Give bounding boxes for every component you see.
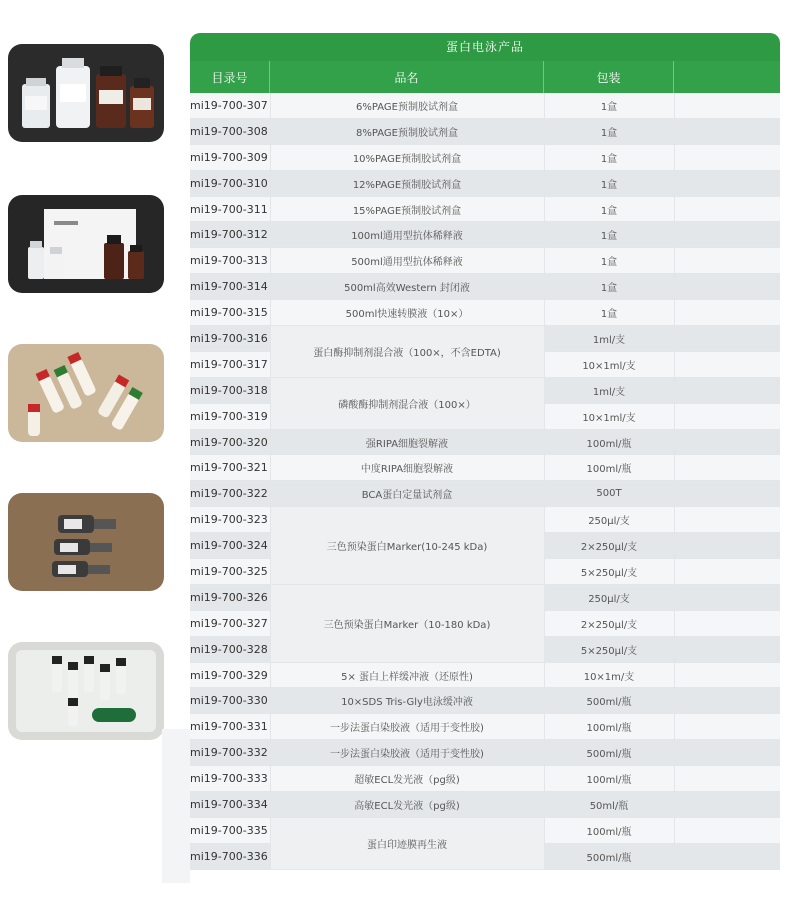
table-row (190, 766, 780, 792)
catalog-number-cell: mi19-700-311 (190, 196, 270, 222)
product-name-cell: 500ml通用型抗体稀释液 (270, 248, 544, 274)
catalog-number-cell: mi19-700-317 (190, 351, 270, 377)
package-cell: 1盒 (544, 144, 674, 170)
package-cell: 100ml/瓶 (544, 766, 674, 792)
product-name-cell: 15%PAGE预制胶试剂盒 (270, 196, 544, 222)
package-cell: 500ml/瓶 (544, 740, 674, 766)
product-name-cell: 8%PAGE预制胶试剂盒 (270, 118, 544, 144)
package-cell: 1盒 (544, 274, 674, 300)
table-row (190, 584, 780, 610)
package-cell: 1盒 (544, 196, 674, 222)
package-cell: 1盒 (544, 300, 674, 326)
product-name-cell: 10×SDS Tris-Gly电泳缓冲液 (270, 688, 544, 714)
catalog-number-cell: mi19-700-321 (190, 455, 270, 481)
product-photos (8, 0, 164, 900)
extra-cell (674, 144, 780, 170)
product-name-cell: 强RIPA细胞裂解液 (270, 429, 544, 455)
product-name-cell: 100ml通用型抗体稀释液 (270, 222, 544, 248)
catalog-number-cell: mi19-700-318 (190, 377, 270, 403)
table-row (190, 170, 780, 196)
catalog-number-cell: mi19-700-328 (190, 636, 270, 662)
product-name-cell: BCA蛋白定量试剂盒 (270, 481, 544, 507)
product-name-cell: 500ml高效Western 封闭液 (270, 274, 544, 300)
product-name-cell: 6%PAGE预制胶试剂盒 (270, 93, 544, 118)
catalog-number-cell: mi19-700-334 (190, 792, 270, 818)
extra-cell (674, 740, 780, 766)
catalog-number-cell: mi19-700-331 (190, 714, 270, 740)
catalog-number-cell: mi19-700-335 (190, 817, 270, 843)
extra-cell (674, 610, 780, 636)
header-name: 品名 (270, 61, 544, 93)
table-row (190, 507, 780, 533)
table-row (190, 817, 780, 843)
catalog-number-cell: mi19-700-323 (190, 507, 270, 533)
product-catalog (190, 33, 780, 870)
product-name-cell: 一步法蛋白染胶液（适用于变性胶) (270, 740, 544, 766)
package-cell: 2×250μl/支 (544, 610, 674, 636)
package-cell: 250μl/支 (544, 584, 674, 610)
catalog-number-cell: mi19-700-315 (190, 300, 270, 326)
table-row (190, 714, 780, 740)
catalog-number-cell: mi19-700-310 (190, 170, 270, 196)
header-catalog: 目录号 (190, 61, 270, 93)
catalog-number-cell: mi19-700-324 (190, 533, 270, 559)
extra-cell (674, 817, 780, 843)
extra-cell (674, 843, 780, 869)
extra-cell (674, 481, 780, 507)
catalog-number-cell: mi19-700-326 (190, 584, 270, 610)
product-name-cell: 中度RIPA细胞裂解液 (270, 455, 544, 481)
package-cell: 5×250μl/支 (544, 636, 674, 662)
extra-cell (674, 507, 780, 533)
extra-cell (674, 429, 780, 455)
package-cell: 1盒 (544, 170, 674, 196)
package-cell: 1盒 (544, 222, 674, 248)
catalog-number-cell: mi19-700-309 (190, 144, 270, 170)
product-name-cell: 5× 蛋白上样缓冲液（还原性) (270, 662, 544, 688)
extra-cell (674, 688, 780, 714)
extra-cell (674, 118, 780, 144)
table-row (190, 196, 780, 222)
catalog-number-cell: mi19-700-325 (190, 559, 270, 585)
extra-cell (674, 533, 780, 559)
catalog-number-cell: mi19-700-313 (190, 248, 270, 274)
header-pack: 包装 (544, 61, 674, 93)
catalog-banner-title: 蛋白电泳产品 (190, 33, 780, 61)
catalog-number-cell: mi19-700-314 (190, 274, 270, 300)
catalog-number-cell: mi19-700-308 (190, 118, 270, 144)
marker-vials-photo (8, 493, 164, 591)
catalog-number-cell: mi19-700-336 (190, 843, 270, 869)
kit-box-photo (8, 195, 164, 293)
package-cell: 500T (544, 481, 674, 507)
package-cell: 5×250μl/支 (544, 559, 674, 585)
package-cell: 250μl/支 (544, 507, 674, 533)
package-cell: 1盒 (544, 248, 674, 274)
product-name-cell: 500ml快速转膜液（10×） (270, 300, 544, 326)
table-row (190, 248, 780, 274)
package-cell: 2×250μl/支 (544, 533, 674, 559)
extra-cell (674, 662, 780, 688)
table-row (190, 300, 780, 326)
catalog-number-cell: mi19-700-330 (190, 688, 270, 714)
extra-cell (674, 248, 780, 274)
product-table (190, 93, 780, 870)
table-row (190, 429, 780, 455)
package-cell: 1ml/支 (544, 377, 674, 403)
reagent-bottles-photo (8, 44, 164, 142)
package-cell: 100ml/瓶 (544, 714, 674, 740)
package-cell: 100ml/瓶 (544, 455, 674, 481)
product-name-cell: 12%PAGE预制胶试剂盒 (270, 170, 544, 196)
table-row (190, 662, 780, 688)
catalog-number-cell: mi19-700-333 (190, 766, 270, 792)
extra-cell (674, 584, 780, 610)
product-name-cell: 蛋白酶抑制剂混合液（100×，不含EDTA) (270, 326, 544, 378)
package-cell: 1盒 (544, 93, 674, 118)
catalog-number-cell: mi19-700-312 (190, 222, 270, 248)
table-row (190, 93, 780, 118)
table-row (190, 377, 780, 403)
product-name-cell: 一步法蛋白染胶液（适用于变性胶) (270, 714, 544, 740)
package-cell: 10×1ml/支 (544, 403, 674, 429)
package-cell: 10×1ml/支 (544, 351, 674, 377)
extra-cell (674, 274, 780, 300)
extra-cell (674, 196, 780, 222)
extra-cell (674, 636, 780, 662)
table-row (190, 222, 780, 248)
extra-cell (674, 300, 780, 326)
product-name-cell: 磷酸酶抑制剂混合液（100×） (270, 377, 544, 429)
table-row (190, 792, 780, 818)
catalog-number-cell: mi19-700-329 (190, 662, 270, 688)
catalog-number-cell: mi19-700-316 (190, 326, 270, 352)
table-header (190, 61, 780, 93)
table-row (190, 455, 780, 481)
package-cell: 100ml/瓶 (544, 429, 674, 455)
product-name-cell: 高敏ECL发光液（pg级) (270, 792, 544, 818)
package-cell: 1ml/支 (544, 326, 674, 352)
extra-cell (674, 326, 780, 352)
extra-cell (674, 559, 780, 585)
catalog-number-cell: mi19-700-327 (190, 610, 270, 636)
extra-cell (674, 403, 780, 429)
package-cell: 50ml/瓶 (544, 792, 674, 818)
tubes-photo (8, 344, 164, 442)
product-name-cell: 超敏ECL发光液（pg级) (270, 766, 544, 792)
header-extra (674, 61, 780, 93)
catalog-number-cell: mi19-700-332 (190, 740, 270, 766)
catalog-number-cell: mi19-700-307 (190, 93, 270, 118)
package-cell: 10×1m/支 (544, 662, 674, 688)
extra-cell (674, 766, 780, 792)
product-name-cell: 蛋白印迹膜再生液 (270, 817, 544, 869)
catalog-number-cell: mi19-700-319 (190, 403, 270, 429)
table-row (190, 740, 780, 766)
package-cell: 500ml/瓶 (544, 688, 674, 714)
extra-cell (674, 222, 780, 248)
extra-cell (674, 351, 780, 377)
table-row (190, 144, 780, 170)
table-row (190, 274, 780, 300)
packaged-vials-photo (8, 642, 164, 740)
table-row (190, 688, 780, 714)
product-name-cell: 10%PAGE预制胶试剂盒 (270, 144, 544, 170)
catalog-number-cell: mi19-700-322 (190, 481, 270, 507)
table-row (190, 118, 780, 144)
package-cell: 100ml/瓶 (544, 817, 674, 843)
extra-cell (674, 170, 780, 196)
extra-cell (674, 93, 780, 118)
table-row (190, 481, 780, 507)
extra-cell (674, 792, 780, 818)
product-name-cell: 三色预染蛋白Marker（10-180 kDa) (270, 584, 544, 662)
catalog-number-cell: mi19-700-320 (190, 429, 270, 455)
extra-cell (674, 455, 780, 481)
package-cell: 1盒 (544, 118, 674, 144)
extra-cell (674, 714, 780, 740)
table-row (190, 326, 780, 352)
extra-cell (674, 377, 780, 403)
package-cell: 500ml/瓶 (544, 843, 674, 869)
product-name-cell: 三色预染蛋白Marker(10-245 kDa) (270, 507, 544, 585)
